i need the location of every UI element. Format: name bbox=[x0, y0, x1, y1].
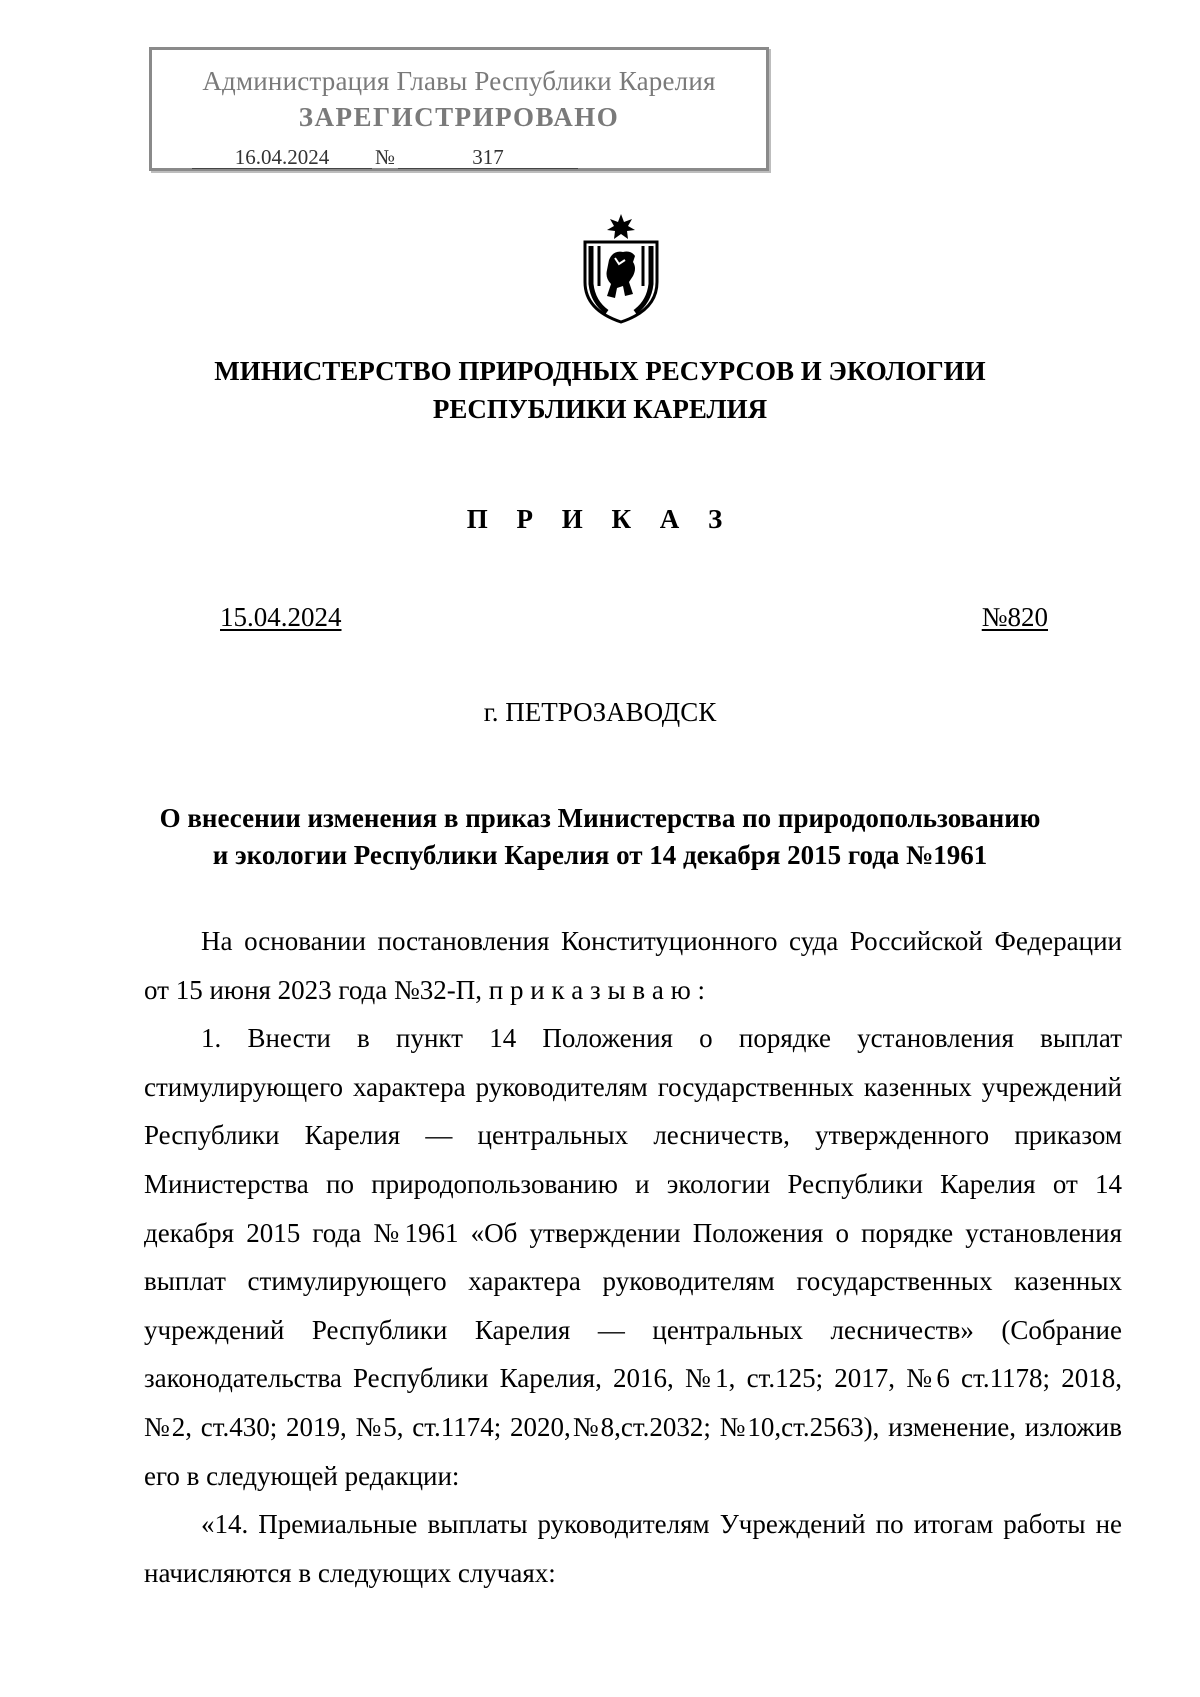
body-paragraph-3: «14. Премиальные выплаты руководителям Учреждений по итогам работы не начисляются в следующих случаях: bbox=[144, 1509, 1122, 1588]
registration-stamp bbox=[149, 47, 769, 171]
document-number: №820 bbox=[981, 602, 1048, 632]
ministry-heading bbox=[0, 352, 1200, 428]
stamp-registered-label: ЗАРЕГИСТРИРОВАНО bbox=[298, 102, 620, 132]
document-title-line2: и экологии Республики Карелия от 14 декабря 2015 года №1961 bbox=[212, 840, 988, 870]
stamp-registration-line bbox=[192, 145, 578, 170]
document-city: г. ПЕТРОЗАВОДСК bbox=[483, 697, 717, 727]
karelia-coat-of-arms-icon bbox=[571, 212, 671, 324]
ministry-name-line1: МИНИСТЕРСТВО ПРИРОДНЫХ РЕСУРСОВ И ЭКОЛОГИИ bbox=[214, 356, 986, 386]
document-title-line1: О внесении изменения в приказ Министерства по природопользованию bbox=[159, 803, 1041, 833]
stamp-number-label: № bbox=[374, 145, 396, 169]
document-title bbox=[0, 800, 1200, 874]
body-paragraph-2: 1. Внести в пункт 14 Положения о порядке установления выплат стимулирующего характера руководителям государственных казенных учреждений Республики Карелия — центральных лесничеств, утвержденного приказом Министерства по природопользованию и экологии Республики Карелия от 14 декабря 2015 года №1961 «Об утверждении Положения о порядке установления выплат стимулирующего характера руководителям государственных казенных учреждений Республики Карелия — центральных лесничеств» (Собрание законодательства Республики Карелия, 2016, №1, ст.125; 2017, №6 ст.1178; 2018, №2, ст.430; 2019, №5, ст.1174; 2020,№8,ст.2032; №10,ст.2563), изменение, изложив его в следующей редакции: bbox=[144, 1023, 1122, 1491]
document-body bbox=[144, 917, 1122, 1597]
document-type: П Р И К А З bbox=[466, 504, 734, 534]
body-paragraph-1: На основании постановления Конституционного суда Российской Федерации от 15 июня 2023 года №32-П, п р и к а з ы в а ю : bbox=[144, 926, 1122, 1005]
stamp-number: 317 bbox=[398, 146, 578, 169]
stamp-authority: Администрация Главы Республики Карелия bbox=[202, 66, 716, 96]
stamp-date: 16.04.2024 bbox=[192, 146, 372, 169]
document-date: 15.04.2024 bbox=[220, 602, 342, 632]
ministry-name-line2: РЕСПУБЛИКИ КАРЕЛИЯ bbox=[432, 394, 768, 424]
